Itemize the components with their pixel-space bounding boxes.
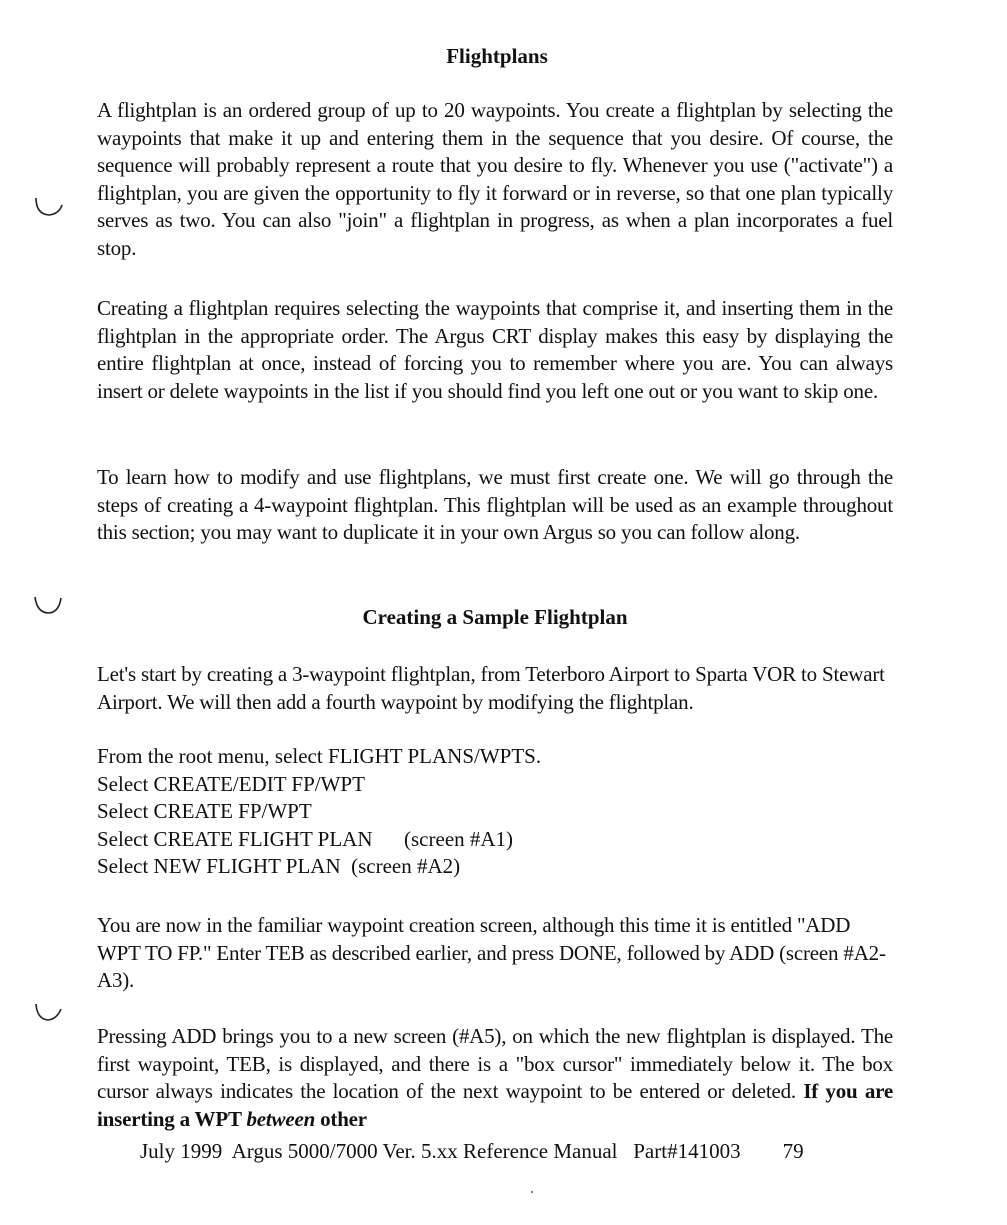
page-footer: July 1999 Argus 5000/7000 Ver. 5.xx Reference Manual Part#141003 79 (140, 1139, 804, 1163)
sample-intro-paragraph: Let's start by creating a 3-waypoint flightplan, from Teterboro Airport to Sparta VOR to Stewart Airport. We will then add a fourth waypoint by modifying the flightplan. (97, 662, 885, 714)
intro-paragraph: A flightplan is an ordered group of up to 20 waypoints. You create a flightplan by selecting the waypoints that make it up and entering them in the sequence that you desire. Of course, the sequence will probably represent a route that you desire to fly. Whenever you use ("activate") a flightplan, you are given the opportunity to fly it forward or in reverse, so that one plan typically serves as two. You can also "join" a flightplan in progress, as when a plan incorporates a fuel stop. (97, 98, 893, 260)
scan-speck (531, 1191, 533, 1193)
emphasis-text: If you are inserting a WPT (97, 1079, 894, 1131)
step-item: Select NEW FLIGHT PLAN (screen #A2) (97, 854, 461, 878)
step-item: From the root menu, select FLIGHT PLANS/WPTS. (97, 744, 542, 768)
binder-hole-icon (33, 1003, 63, 1025)
step-item: Select CREATE FP/WPT (97, 799, 312, 823)
step-item: Select CREATE/EDIT FP/WPT (97, 771, 365, 796)
page-title: Flightplans (446, 44, 548, 68)
creating-paragraph: Creating a flightplan requires selecting the waypoints that comprise it, and inserting them in the flightplan in the appropriate order. The Argus CRT display makes this easy by displaying the entire flightplan at once, instead of forcing you to remember where you are. You can always insert or delete waypoints in the list if you should find you left one out or you want to skip one. (97, 296, 893, 403)
paragraph-text: Pressing ADD brings you to a new screen (#A5), on which the new flightplan is displayed. The first waypoint, TEB, is displayed, and there is a "box cursor" immediately below it. The box cursor always indicates the location of the next waypoint to be entered or deleted. (97, 1024, 893, 1103)
section-heading: Creating a Sample Flightplan (362, 605, 628, 629)
binder-hole-icon (33, 196, 63, 218)
emphasis-italic-text: between (246, 1106, 316, 1131)
learning-paragraph: To learn how to modify and use flightplans, we must first create one. We will go through the steps of creating a 4-waypoint flightplan. This flightplan will be used as an example throughout this section; you may want to duplicate it in your own Argus so you can follow along. (97, 465, 893, 544)
waypoint-screen-paragraph: You are now in the familiar waypoint creation screen, although this time it is entitled "ADD WPT TO FP." Enter TEB as described earlier, and press DONE, followed by ADD (screen #A2-A3). (97, 913, 886, 992)
add-screen-paragraph (97, 1023, 893, 1133)
emphasis-text: other (315, 1106, 367, 1131)
step-list (97, 743, 893, 881)
step-item: Select CREATE FLIGHT PLAN (screen #A1) (97, 826, 514, 851)
